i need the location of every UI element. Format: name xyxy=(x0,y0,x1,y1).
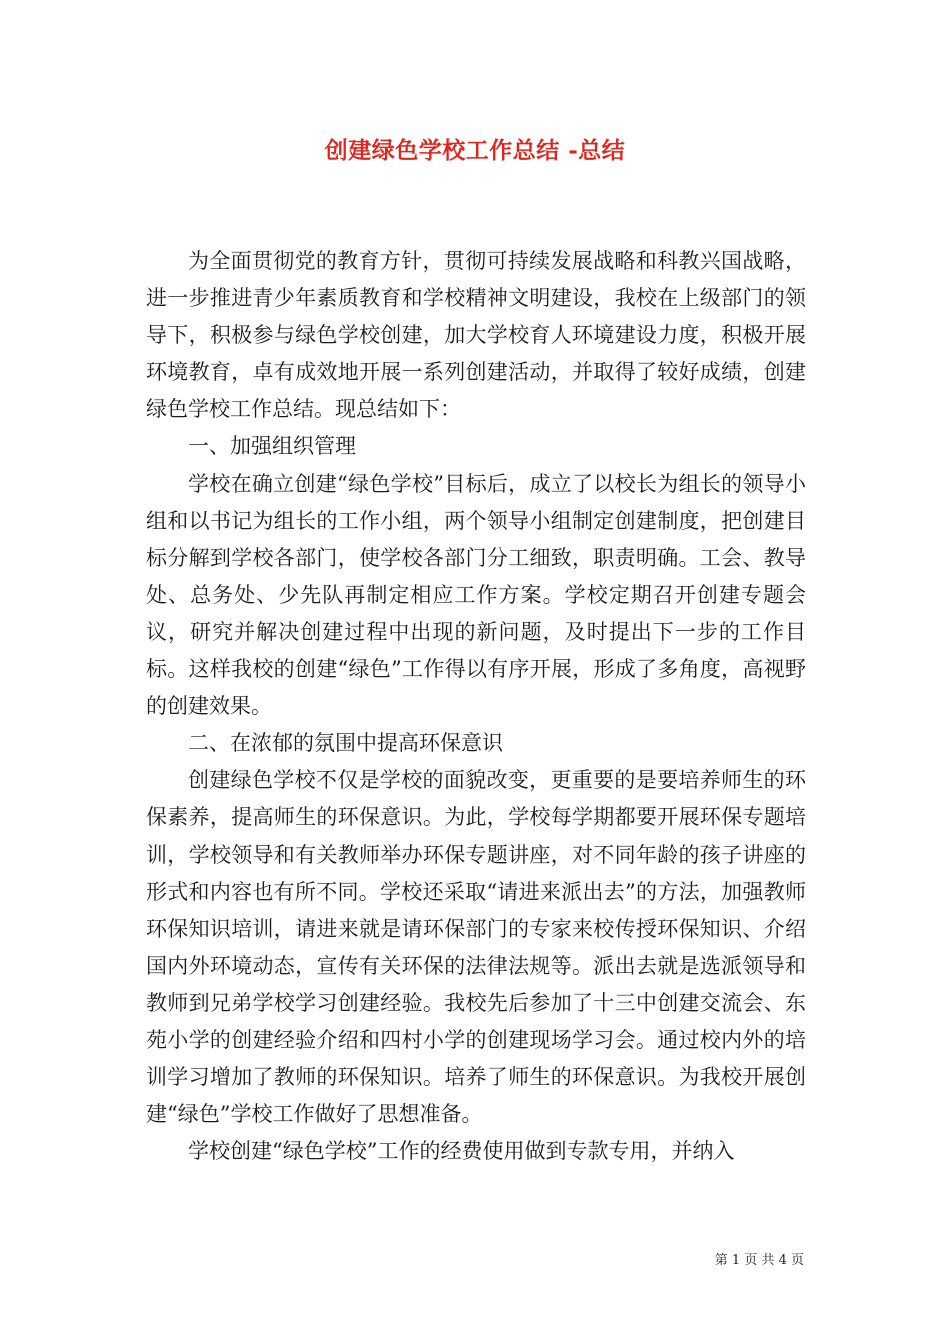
paragraph-awareness: 创建绿色学校不仅是学校的面貌改变，更重要的是要培养师生的环保素养，提高师生的环保意识。为此，学校每学期都要开展环保专题培训，学校领导和有关教师举办环保专题讲座，对不同年龄的孩子讲座的形式和内容也有所不同。学校还采取“请进来派出去”的方法，加强教师环保知识培训，请进来就是请环保部门的专家来校传授环保知识、介绍国内外环境动态，宣传有关环保的法律法规等。派出去就是选派领导和教师到兄弟学校学习创建经验。我校先后参加了十三中创建交流会、东苑小学的创建经验介绍和四村小学的创建现场学习会。通过校内外的培训学习增加了教师的环保知识。培养了师生的环保意识。为我校开展创建“绿色”学校工作做好了思想准备。 xyxy=(146,768,806,1127)
section-heading-1: 一、加强组织管理 xyxy=(188,434,356,459)
paragraph-intro: 为全面贯彻党的教育方针，贯彻可持续发展战略和科教兴国战略，进一步推进青少年素质教育和学校精神文明建设，我校在上级部门的领导下，积极参与绿色学校创建，加大学校育人环境建设力度，积极开展环境教育，卓有成效地开展一系列创建活动，并取得了较好成绩，创建绿色学校工作总结。现总结如下： xyxy=(146,249,806,422)
document-body xyxy=(146,243,806,1170)
paragraph-organization: 学校在确立创建“绿色学校”目标后，成立了以校长为组长的领导小组和以书记为组长的工作小组，两个领导小组制定创建制度，把创建目标分解到学校各部门，使学校各部门分工细致，职责明确。工会、教导处、总务处、少先队再制定相应工作方案。学校定期召开创建专题会议，研究并解决创建过程中出现的新问题，及时提出下一步的工作目标。这样我校的创建“绿色”工作得以有序开展，形成了多角度，高视野的创建效果。 xyxy=(146,471,806,719)
document-title: 创建绿色学校工作总结 -总结 xyxy=(324,137,626,164)
paragraph-funding: 学校创建“绿色学校”工作的经费使用做到专款专用，并纳入 xyxy=(188,1139,735,1164)
page-number-footer: 第 1 页 共 4 页 xyxy=(714,1253,804,1268)
section-heading-2: 二、在浓郁的氛围中提高环保意识 xyxy=(188,731,503,756)
